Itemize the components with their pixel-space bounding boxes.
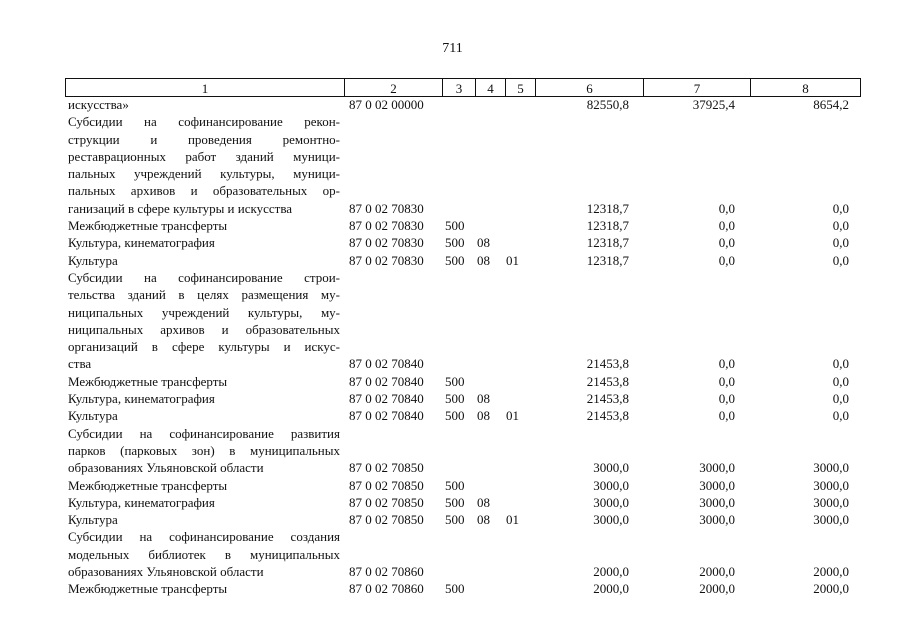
table-row bbox=[65, 477, 855, 494]
row-col3: 500 bbox=[445, 477, 465, 493]
row-value-6: 12318,7 bbox=[586, 235, 629, 251]
row-name-line: Межбюджетные трансферты bbox=[68, 218, 228, 234]
row-value-8: 8654,2 bbox=[813, 97, 849, 112]
row-code: 87 0 02 70830 bbox=[349, 252, 424, 268]
row-name-line: пальных учреждений культуры, муници- bbox=[68, 166, 340, 182]
row-value-7: 0,0 bbox=[718, 356, 735, 372]
row-value-8: 0,0 bbox=[832, 356, 849, 372]
row-name bbox=[65, 528, 340, 580]
row-code: 87 0 02 70840 bbox=[349, 356, 424, 372]
table-row bbox=[65, 373, 855, 390]
row-value-7: 3000,0 bbox=[699, 494, 735, 510]
row-name bbox=[65, 96, 340, 113]
row-name-line: Субсидии на софинансирование рекон- bbox=[68, 114, 340, 130]
row-code: 87 0 02 70840 bbox=[349, 408, 424, 424]
row-col3: 500 bbox=[445, 512, 465, 528]
row-col3: 500 bbox=[445, 373, 465, 389]
row-name bbox=[65, 252, 340, 269]
table-row bbox=[65, 217, 855, 234]
row-name-line: ниципальных архивов и образовательных bbox=[68, 321, 340, 337]
row-code: 87 0 02 70840 bbox=[349, 391, 424, 407]
row-value-8: 0,0 bbox=[832, 200, 849, 216]
row-value-6: 2000,0 bbox=[593, 581, 629, 597]
row-name-line: образованиях Ульяновской области bbox=[68, 564, 264, 580]
table-row bbox=[65, 528, 855, 580]
row-value-7: 0,0 bbox=[718, 252, 735, 268]
row-value-6: 82550,8 bbox=[586, 97, 629, 112]
row-name bbox=[65, 373, 340, 390]
row-name bbox=[65, 425, 340, 477]
table-row bbox=[65, 511, 855, 528]
row-name-line: организаций в сфере культуры и искус- bbox=[68, 339, 340, 355]
row-name-line: Культура bbox=[68, 252, 118, 268]
row-value-7: 3000,0 bbox=[699, 512, 735, 528]
row-col3: 500 bbox=[445, 391, 465, 407]
row-value-8: 3000,0 bbox=[813, 460, 849, 476]
row-name bbox=[65, 580, 340, 597]
row-value-6: 21453,8 bbox=[586, 373, 629, 389]
column-header-4: 4 bbox=[476, 79, 506, 97]
row-name bbox=[65, 407, 340, 424]
row-value-7: 0,0 bbox=[718, 391, 735, 407]
row-name bbox=[65, 390, 340, 407]
column-header-8: 8 bbox=[751, 79, 861, 97]
row-name-line: Субсидии на софинансирование строи- bbox=[68, 269, 340, 285]
row-value-8: 2000,0 bbox=[813, 581, 849, 597]
row-name-line: ства bbox=[68, 356, 92, 372]
row-value-6: 12318,7 bbox=[586, 218, 629, 234]
row-col3: 500 bbox=[445, 581, 465, 597]
row-name-line: Межбюджетные трансферты bbox=[68, 373, 228, 389]
row-name-line: Культура bbox=[68, 408, 118, 424]
row-col4: 08 bbox=[477, 512, 490, 528]
table-row bbox=[65, 390, 855, 407]
column-header-1: 1 bbox=[66, 79, 345, 97]
row-name-line: искусства» bbox=[68, 97, 129, 112]
column-header-7: 7 bbox=[644, 79, 751, 97]
column-header-6: 6 bbox=[536, 79, 644, 97]
row-name-line: Культура, кинематография bbox=[68, 235, 215, 251]
table-row bbox=[65, 269, 855, 373]
row-value-7: 0,0 bbox=[718, 408, 735, 424]
row-value-6: 3000,0 bbox=[593, 460, 629, 476]
table-row bbox=[65, 96, 855, 113]
row-value-6: 3000,0 bbox=[593, 477, 629, 493]
row-col4: 08 bbox=[477, 252, 490, 268]
row-name-line: реставрационных работ зданий муници- bbox=[68, 148, 340, 164]
row-col5: 01 bbox=[506, 512, 519, 528]
row-name bbox=[65, 217, 340, 234]
row-value-7: 0,0 bbox=[718, 235, 735, 251]
column-header-table bbox=[65, 78, 861, 97]
row-name bbox=[65, 113, 340, 217]
row-value-6: 3000,0 bbox=[593, 512, 629, 528]
row-value-8: 2000,0 bbox=[813, 564, 849, 580]
row-name-line: модельных библиотек в муниципальных bbox=[68, 546, 340, 562]
row-col4: 08 bbox=[477, 391, 490, 407]
row-value-6: 3000,0 bbox=[593, 494, 629, 510]
row-name-line: тельства зданий в целях размещения му- bbox=[68, 287, 340, 303]
row-col3: 500 bbox=[445, 494, 465, 510]
row-value-7: 2000,0 bbox=[699, 581, 735, 597]
row-name bbox=[65, 234, 340, 251]
row-col3: 500 bbox=[445, 218, 465, 234]
table-row bbox=[65, 234, 855, 251]
row-name-line: струкции и проведения ремонтно- bbox=[68, 131, 340, 147]
row-code: 87 0 02 70850 bbox=[349, 477, 424, 493]
row-name bbox=[65, 511, 340, 528]
row-value-6: 12318,7 bbox=[586, 200, 629, 216]
row-value-8: 3000,0 bbox=[813, 477, 849, 493]
row-value-7: 0,0 bbox=[718, 218, 735, 234]
row-code: 87 0 02 70830 bbox=[349, 218, 424, 234]
row-value-7: 0,0 bbox=[718, 200, 735, 216]
table-row bbox=[65, 252, 855, 269]
table-row bbox=[65, 494, 855, 511]
row-name-line: Субсидии на софинансирование развития bbox=[68, 425, 340, 441]
row-col3: 500 bbox=[445, 408, 465, 424]
row-col4: 08 bbox=[477, 408, 490, 424]
table-row bbox=[65, 425, 855, 477]
row-col3: 500 bbox=[445, 252, 465, 268]
row-value-8: 3000,0 bbox=[813, 512, 849, 528]
row-code: 87 0 02 00000 bbox=[349, 97, 424, 112]
table-row bbox=[65, 113, 855, 217]
row-value-6: 12318,7 bbox=[586, 252, 629, 268]
row-value-8: 0,0 bbox=[832, 235, 849, 251]
row-value-7: 3000,0 bbox=[699, 477, 735, 493]
row-value-8: 3000,0 bbox=[813, 494, 849, 510]
row-code: 87 0 02 70850 bbox=[349, 460, 424, 476]
row-code: 87 0 02 70830 bbox=[349, 235, 424, 251]
row-value-6: 2000,0 bbox=[593, 564, 629, 580]
row-col4: 08 bbox=[477, 235, 490, 251]
row-code: 87 0 02 70840 bbox=[349, 373, 424, 389]
row-col5: 01 bbox=[506, 252, 519, 268]
column-header-3: 3 bbox=[443, 79, 476, 97]
row-name-line: Субсидии на софинансирование создания bbox=[68, 529, 340, 545]
row-name bbox=[65, 477, 340, 494]
column-header-5: 5 bbox=[506, 79, 536, 97]
row-name-line: ниципальных учреждений культуры, му- bbox=[68, 304, 340, 320]
row-value-6: 21453,8 bbox=[586, 356, 629, 372]
row-name-line: образованиях Ульяновской области bbox=[68, 460, 264, 476]
row-value-8: 0,0 bbox=[832, 252, 849, 268]
row-value-7: 3000,0 bbox=[699, 460, 735, 476]
row-value-7: 2000,0 bbox=[699, 564, 735, 580]
row-code: 87 0 02 70860 bbox=[349, 564, 424, 580]
table-body bbox=[65, 96, 855, 598]
row-value-6: 21453,8 bbox=[586, 408, 629, 424]
column-header-2: 2 bbox=[345, 79, 443, 97]
row-name bbox=[65, 494, 340, 511]
row-code: 87 0 02 70830 bbox=[349, 200, 424, 216]
table-row bbox=[65, 580, 855, 597]
row-name bbox=[65, 269, 340, 373]
row-value-8: 0,0 bbox=[832, 373, 849, 389]
row-code: 87 0 02 70850 bbox=[349, 494, 424, 510]
row-value-8: 0,0 bbox=[832, 408, 849, 424]
row-name-line: парков (парковых зон) в муниципальных bbox=[68, 442, 340, 458]
row-value-7: 0,0 bbox=[718, 373, 735, 389]
column-header-row bbox=[66, 79, 861, 97]
page-number: 711 bbox=[442, 41, 463, 56]
row-value-7: 37925,4 bbox=[692, 97, 735, 112]
row-value-8: 0,0 bbox=[832, 218, 849, 234]
row-name-line: Межбюджетные трансферты bbox=[68, 477, 228, 493]
row-col5: 01 bbox=[506, 408, 519, 424]
row-value-6: 21453,8 bbox=[586, 391, 629, 407]
row-name-line: Культура, кинематография bbox=[68, 494, 215, 510]
row-value-8: 0,0 bbox=[832, 391, 849, 407]
row-name-line: Культура bbox=[68, 512, 118, 528]
row-code: 87 0 02 70860 bbox=[349, 581, 424, 597]
row-name-line: пальных архивов и образовательных ор- bbox=[68, 183, 340, 199]
row-name-line: Межбюджетные трансферты bbox=[68, 581, 228, 597]
row-name-line: ганизаций в сфере культуры и искусства bbox=[68, 200, 293, 216]
row-code: 87 0 02 70850 bbox=[349, 512, 424, 528]
row-name-line: Культура, кинематография bbox=[68, 391, 215, 407]
row-col3: 500 bbox=[445, 235, 465, 251]
row-col4: 08 bbox=[477, 494, 490, 510]
table-row bbox=[65, 407, 855, 424]
